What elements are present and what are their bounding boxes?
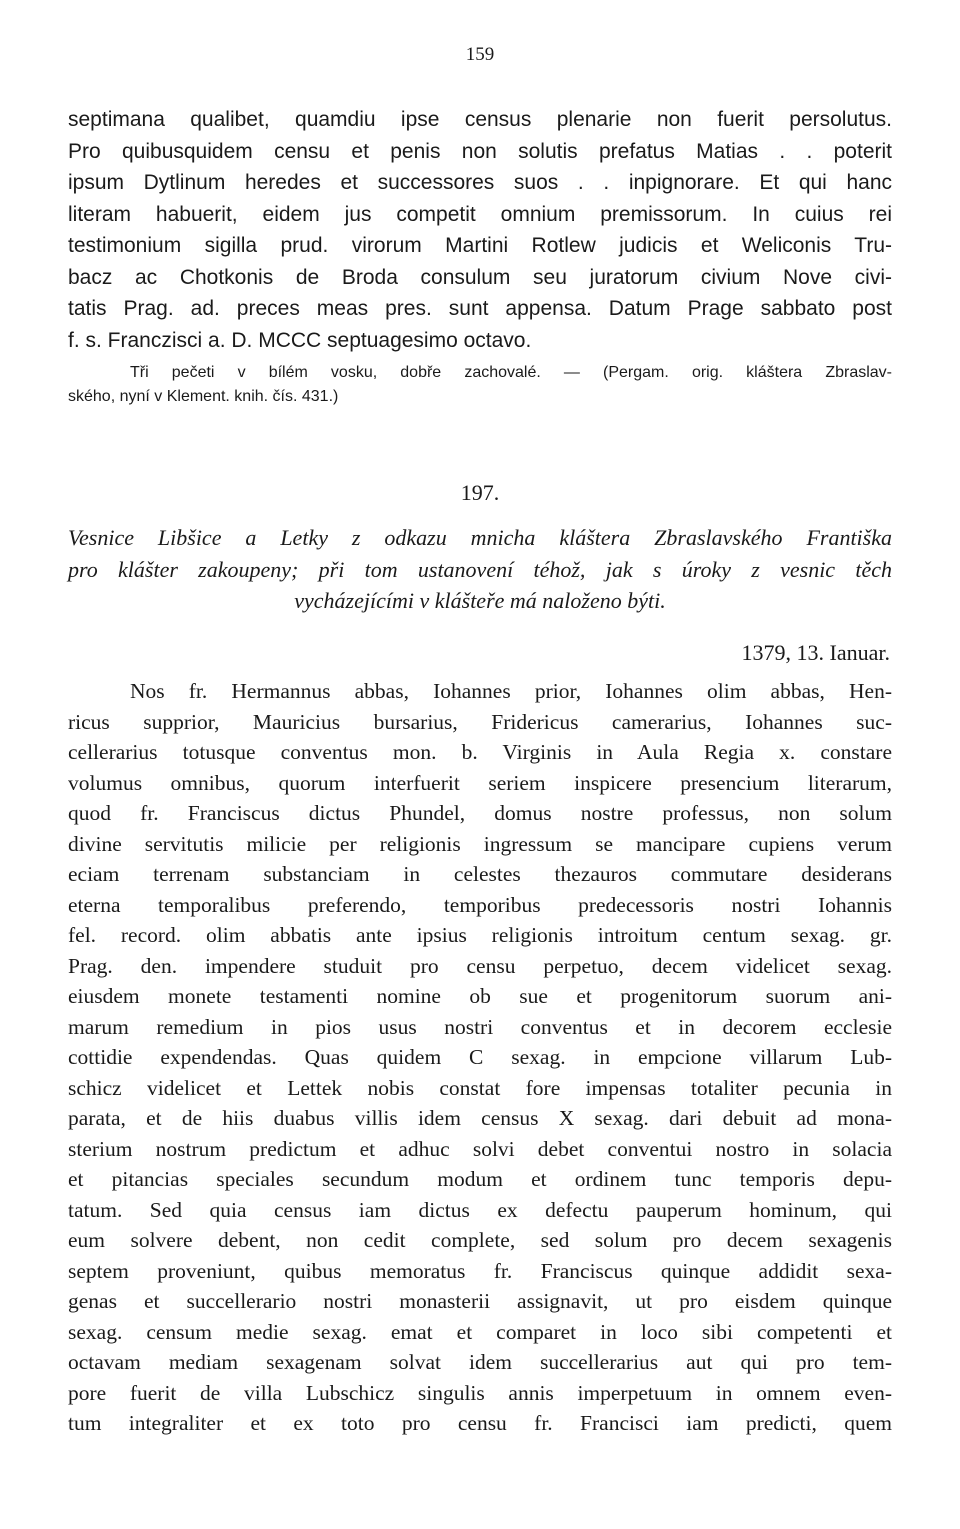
regest-line: pro klášter zakoupeny; při tom ustanovení téhož, jak s úroky z vesnic těch <box>68 556 892 582</box>
text-line: literam habuerit, eidem jus competit omnium premissorum. In cuius rei <box>68 202 892 226</box>
text-line: septimana qualibet, quamdiu ipse census plenarie non fuerit persolutus. <box>68 108 892 131</box>
body-line: genas et succellerario nostri monasterii assignavit, ut pro eisdem quinque <box>68 1289 892 1313</box>
note-line: Tři pečeti v bílém vosku, dobře zachovalé. — (Pergam. orig. kláštera Zbraslav- <box>130 364 892 381</box>
body-line: fel. record. olim abbatis ante ipsius religionis introitum centum sexag. gr. <box>68 923 892 947</box>
text-line: ipsum Dytlinum heredes et successores suos . . inpignorare. Et qui hanc <box>68 171 892 194</box>
body-line: tum integraliter et ex toto pro censu fr. Francisci iam predicti, quem <box>68 1411 892 1435</box>
body-line: parata, et de hiis duabus villis idem census X sexag. dari debuit ad mona- <box>68 1106 892 1130</box>
body-line: volumus omnibus, quorum interfuerit seriem inspicere presencium literarum, <box>68 770 892 795</box>
body-line: marum remedium in pios usus nostri conventus et in decorem ecclesie <box>68 1014 892 1039</box>
body-line: septem proveniunt, quibus memoratus fr. Franciscus quinque addidit sexa- <box>68 1258 892 1283</box>
body-line: eciam terrenam substanciam in celestes thezauros commutare desiderans <box>68 862 892 886</box>
body-line: schicz videlicet et Lettek nobis constat fore impensas totaliter pecunia in <box>68 1075 892 1100</box>
body-line: quod fr. Franciscus dictus Phundel, domus nostre professus, non solum <box>68 801 892 825</box>
page-number: 159 <box>465 44 495 65</box>
regest-line: vycházejícími v klášteře má naloženo býti. <box>294 588 666 613</box>
body-line: Prag. den. impendere studuit pro censu perpetuo, decem videlicet sexag. <box>68 953 892 978</box>
body-line: et pitancias speciales secundum modum et ordinem tunc temporis depu- <box>68 1167 892 1191</box>
document-regest <box>68 522 892 617</box>
text-line: f. s. Franczisci a. D. MCCC septuagesimo octavo. <box>68 328 532 352</box>
body-line: cottidie expendendas. Quas quidem C sexag. in empcione villarum Lub- <box>68 1045 892 1069</box>
body-line: cellerarius totusque conventus mon. b. Virginis in Aula Regia x. constare <box>68 740 892 764</box>
previous-document-text <box>68 104 892 356</box>
body-line: sexag. censum medie sexag. emat et comparet in loco sibi competenti et <box>68 1319 892 1344</box>
note-line: ského, nyní v Klement. knih. čís. 431.) <box>68 388 339 405</box>
body-line: eiusdem monete testamenti nomine ob sue et progenitorum suorum ani- <box>68 984 892 1008</box>
body-line: octavam mediam sexagenam solvat idem succellerarius aut qui pro tem- <box>68 1350 892 1374</box>
text-line: testimonium sigilla prud. virorum Martini Rotlew judicis et Weliconis Tru- <box>68 234 892 257</box>
body-line: eum solvere debent, non cedit complete, sed solum pro decem sexagenis <box>68 1228 892 1252</box>
document-body <box>68 676 892 1439</box>
body-line: sterium nostrum predictum et adhuc solvi debet conventui nostro in solacia <box>68 1136 892 1161</box>
text-line: bacz ac Chotkonis de Broda consulum seu juratorum civium Nove civi- <box>68 265 892 289</box>
body-line: eterna temporalibus preferendo, temporibus predecessoris nostri Iohannis <box>68 892 892 917</box>
text-line: tatis Prag. ad. preces meas pres. sunt appensa. Datum Prage sabbato post <box>68 297 892 320</box>
text-line: Pro quibusquidem censu et penis non solutis prefatus Matias . . poterit <box>68 139 892 163</box>
body-line: pore fuerit de villa Lubschicz singulis annis imperpetuum in omnem even- <box>68 1380 892 1405</box>
body-line: ricus supprior, Mauricius bursarius, Fridericus camerarius, Iohannes suc- <box>68 709 892 734</box>
seal-note <box>68 361 892 409</box>
body-line: divine servitutis milicie per religionis ingressum se mancipare cupiens verum <box>68 831 892 856</box>
regest-line: Vesnice Libšice a Letky z odkazu mnicha kláštera Zbraslavského Františka <box>68 525 892 550</box>
body-line: Nos fr. Hermannus abbas, Iohannes prior, Iohannes olim abbas, Hen- <box>130 679 892 703</box>
document-date: 1379, 13. Ianuar. <box>741 640 890 665</box>
body-line: tatum. Sed quia census iam dictus ex defectu pauperum hominum, qui <box>68 1197 892 1222</box>
document-number: 197. <box>460 480 500 505</box>
